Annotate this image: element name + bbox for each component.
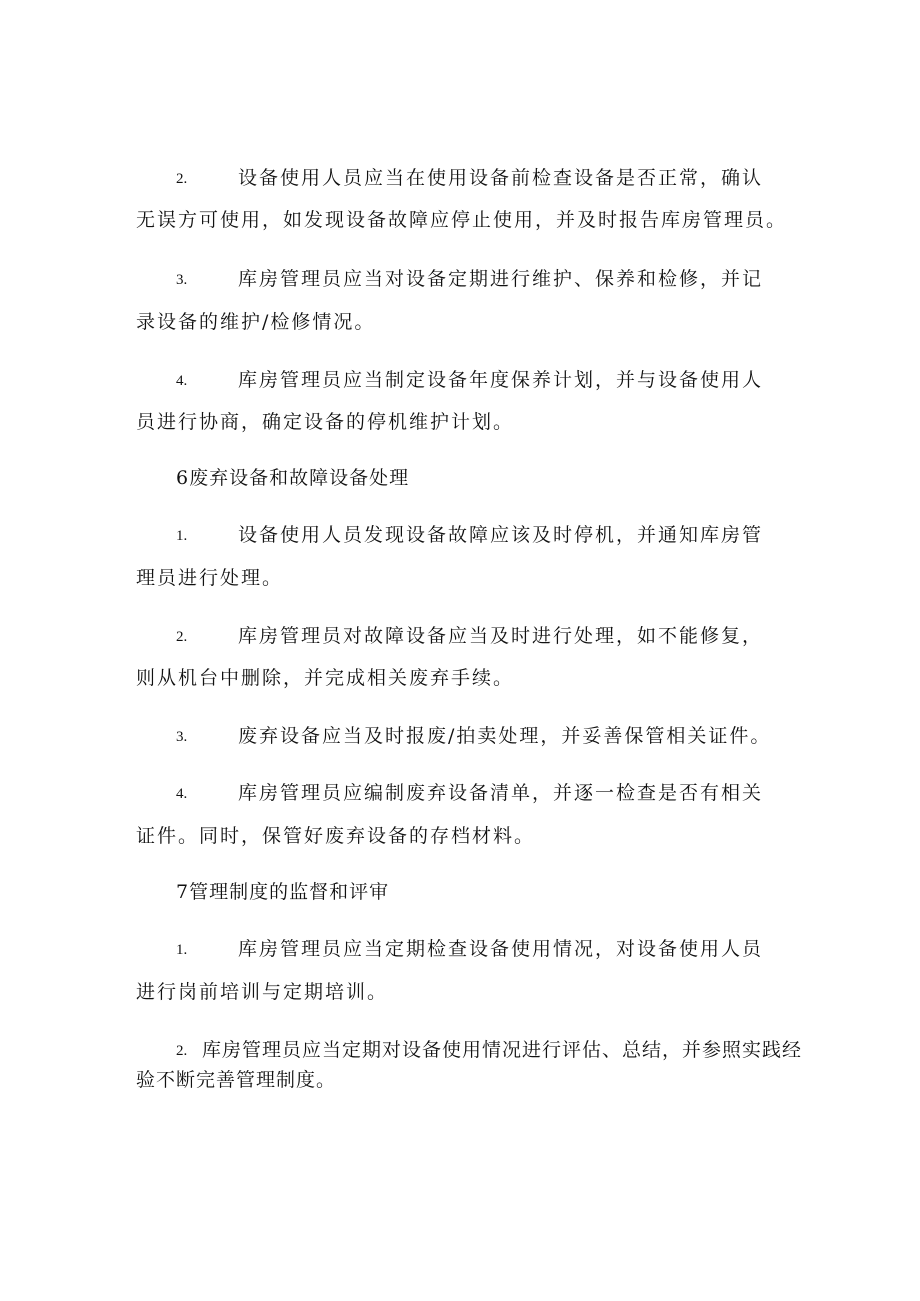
item-number: 2. bbox=[176, 1043, 188, 1059]
item-number: 3. bbox=[176, 272, 188, 288]
item-number: 4. bbox=[176, 786, 188, 802]
item-number: 1. bbox=[176, 942, 188, 958]
paragraph-line: 验不断完善管理制度。 bbox=[136, 1069, 337, 1091]
paragraph-line: 库房管理员对故障设备应当及时进行处理，如不能修复， bbox=[238, 625, 764, 647]
paragraph-line: 设备使用人员发现设备故障应该及时停机，并通知库房管 bbox=[238, 524, 764, 546]
paragraph-line: 废弃设备应当及时报废/拍卖处理，并妥善保管相关证件。 bbox=[238, 725, 772, 747]
paragraph-line: 进行岗前培训与定期培训。 bbox=[136, 981, 389, 1003]
section-heading: 6废弃设备和故障设备处理 bbox=[176, 467, 410, 489]
item-number: 4. bbox=[176, 373, 188, 389]
item-number: 2. bbox=[176, 629, 188, 645]
paragraph-line: 则从机台中删除，并完成相关废弃手续。 bbox=[136, 667, 515, 689]
paragraph-line: 库房管理员应编制废弃设备清单，并逐一检查是否有相关 bbox=[238, 782, 764, 804]
item-number: 3. bbox=[176, 729, 188, 745]
item-number: 2. bbox=[176, 171, 188, 187]
item-number: 1. bbox=[176, 528, 188, 544]
paragraph-line: 员进行协商，确定设备的停机维护计划。 bbox=[136, 411, 515, 433]
paragraph-line: 库房管理员应当制定设备年度保养计划，并与设备使用人 bbox=[238, 369, 764, 391]
paragraph-line: 理员进行处理。 bbox=[136, 567, 284, 589]
paragraph-line: 无误方可使用，如发现设备故障应停止使用，并及时报告库房管理员。 bbox=[136, 209, 788, 231]
paragraph-line: 库房管理员应当定期检查设备使用情况，对设备使用人员 bbox=[238, 938, 764, 960]
paragraph-line: 设备使用人员应当在使用设备前检查设备是否正常，确认 bbox=[238, 167, 764, 189]
paragraph-line: 录设备的维护/检修情况。 bbox=[136, 311, 376, 333]
paragraph-line: 库房管理员应当对设备定期进行维护、保养和检修，并记 bbox=[238, 268, 764, 290]
section-heading: 7管理制度的监督和评审 bbox=[176, 881, 390, 903]
paragraph-line: 库房管理员应当定期对设备使用情况进行评估、总结，并参照实践经 bbox=[202, 1039, 803, 1061]
paragraph-line: 证件。同时，保管好废弃设备的存档材料。 bbox=[136, 825, 536, 847]
